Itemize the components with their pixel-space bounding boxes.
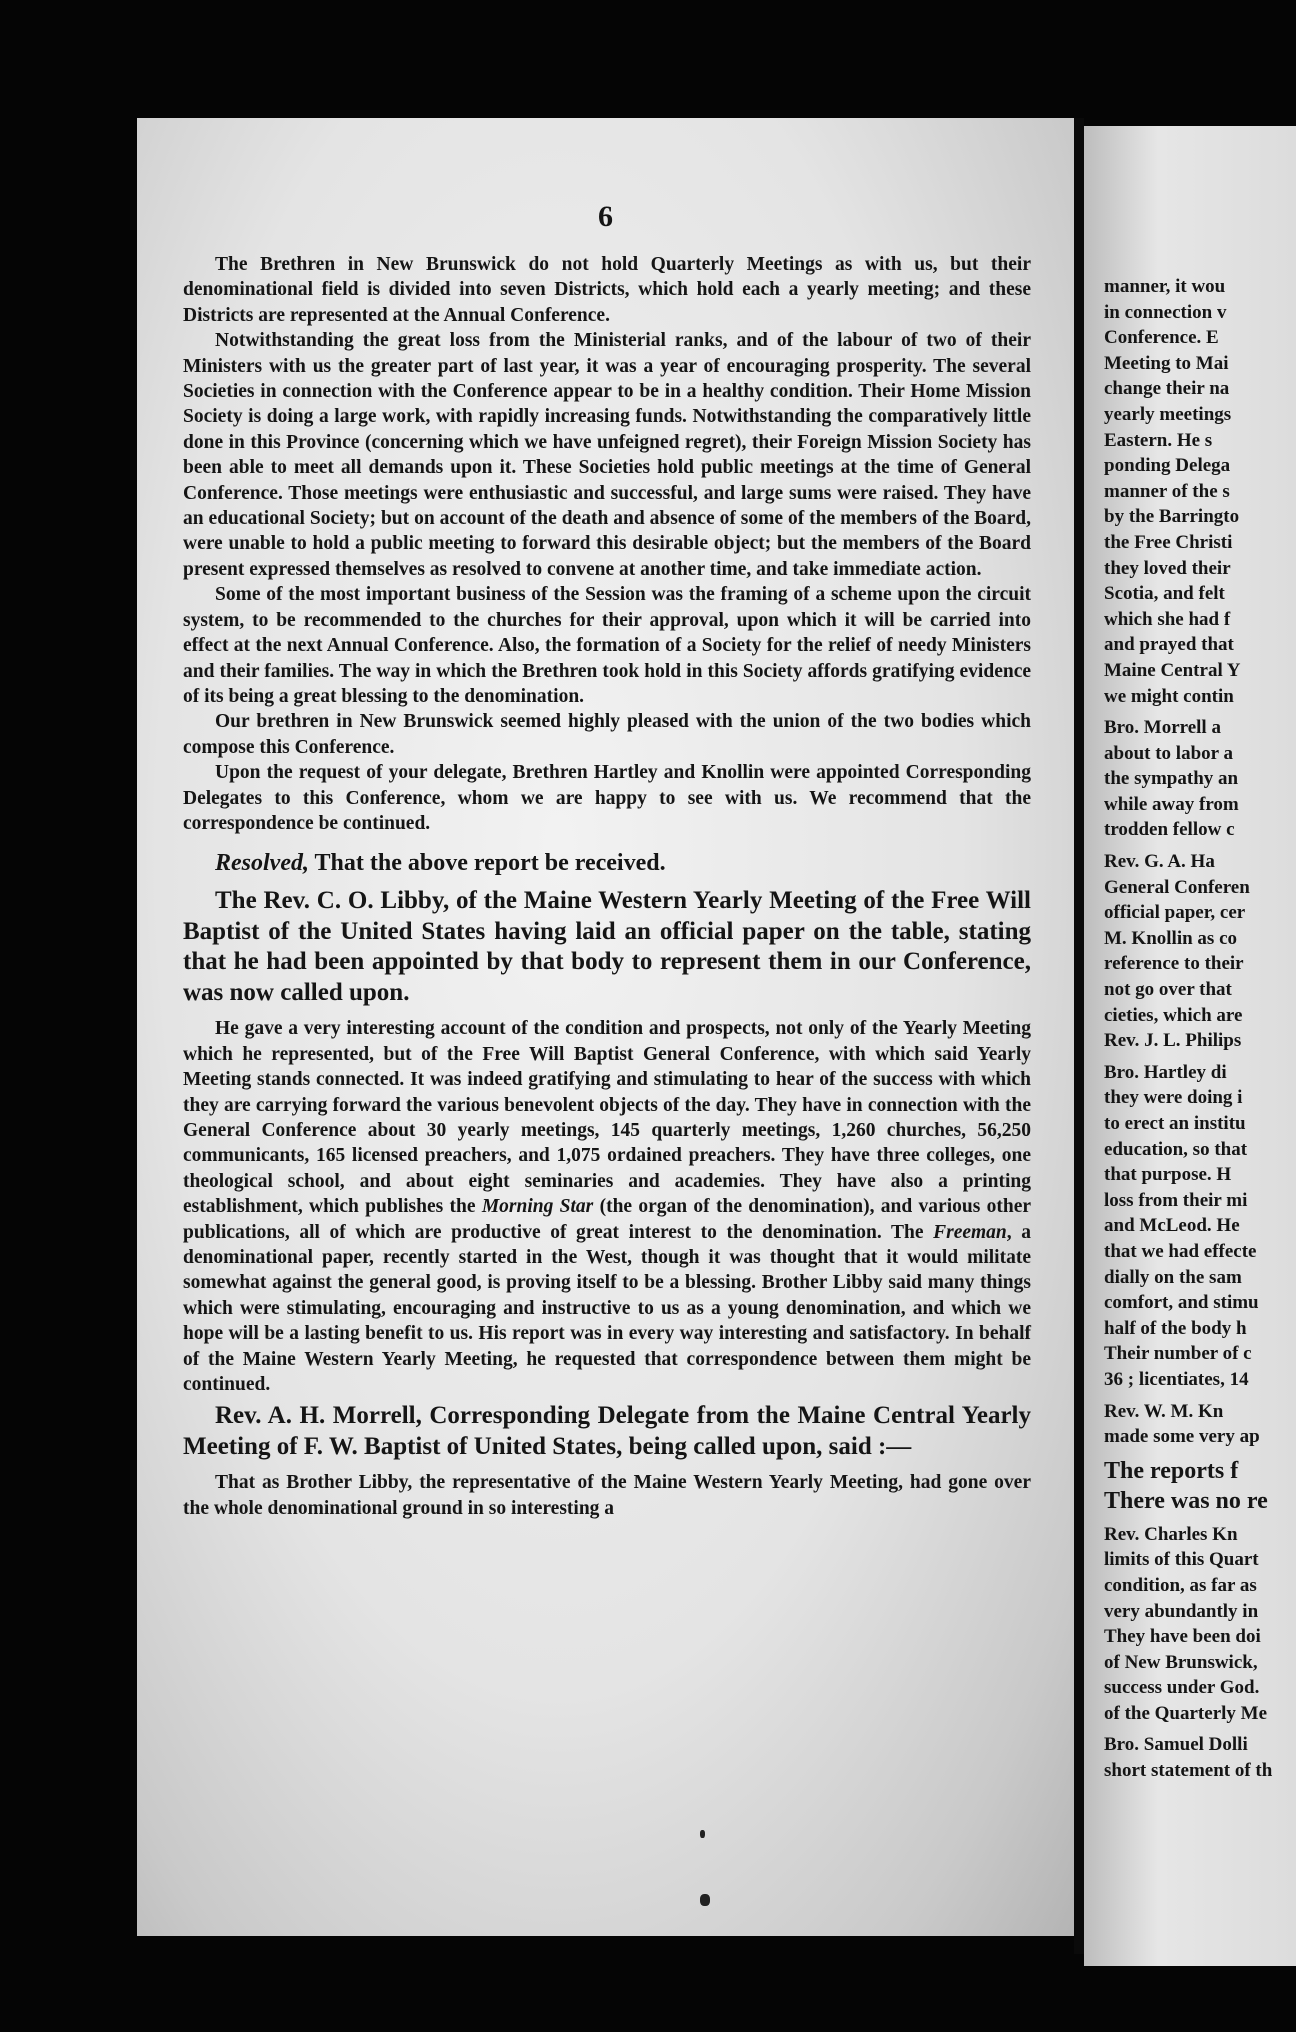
ink-blot bbox=[700, 1830, 705, 1838]
right-page-line: Rev. G. A. Ha bbox=[1104, 851, 1215, 873]
right-page-line: Rev. W. M. Kn bbox=[1104, 1400, 1224, 1422]
right-page-line: change their na bbox=[1104, 378, 1230, 400]
paragraph-morrell-speech: That as Brother Libby, the representative of the Maine Western Yearly Meeting, had gone over the whole denominational ground in so interesting a bbox=[183, 1472, 1031, 1519]
right-page-line: loss from their mi bbox=[1104, 1189, 1248, 1211]
right-page-line: not go over that bbox=[1104, 979, 1232, 1001]
right-page-line: very abundantly in bbox=[1104, 1600, 1259, 1622]
resolved-label: Resolved, bbox=[215, 850, 309, 877]
right-page-line: about to labor a bbox=[1104, 742, 1233, 764]
right-page-line: half of the body h bbox=[1104, 1317, 1247, 1339]
right-page-line: limits of this Quart bbox=[1104, 1549, 1259, 1571]
libby-account-part1: He gave a very interesting account of the condition and prospects, not only of the Yearly Meeting which he represented, but of the Free Will Baptist General Conference, with which said Yearly Meeting stands connected. It was indeed gratifying and stimulating to hear of the success with which they are carrying forward the various benevolent objects of the day. They have in connection with the General Conference about 30 yearly meetings, 145 quarterly meetings, 1,260 churches, 56,250 communicants, 165 licensed preachers, and 1,075 ordained preachers. They have three colleges, one theological school, and about eight seminaries and academies. They have also a printing establishment, which publishes the bbox=[183, 1018, 1031, 1218]
right-page-line: General Conferen bbox=[1104, 876, 1250, 898]
right-page-line: Maine Central Y bbox=[1104, 659, 1241, 681]
right-page-line: Bro. Hartley di bbox=[1104, 1061, 1227, 1083]
right-page-line: manner, it wou bbox=[1104, 276, 1226, 297]
right-page-line: the Free Christi bbox=[1104, 531, 1233, 553]
right-page-line: M. Knollin as co bbox=[1104, 927, 1238, 949]
right-page-line: The reports f bbox=[1104, 1457, 1239, 1484]
right-page-line: Bro. Samuel Dolli bbox=[1104, 1734, 1248, 1756]
paragraph-prosperity: Notwithstanding the great loss from the Ministerial ranks, and of the labour of two of their Ministers with us the greater part of last year, it was a year of encouraging prosperity. The several Societies in connection with the Conference appear to be in a healthy condition. Their Home Mission Society is doing a large work, with rapidly increasing funds. Notwithstanding the comparatively little done in this Province (concerning which we have unfeigned regret), their Foreign Mission Society has been able to meet all demands upon it. These Societies hold public meetings at the time of General Conference. Those meetings were enthusiastic and successful, and large sums were raised. They have an educational Society; but on account of the death and absence of some of the members of the Board, were unable to hold a public meeting to forward this desirable object; but the members of the Board present expressed themselves as resolved to convene at another time, and take immediate action. bbox=[183, 330, 1031, 580]
right-page-line: Meeting to Mai bbox=[1104, 352, 1229, 374]
right-page-line: Rev. J. L. Philips bbox=[1104, 1030, 1242, 1052]
paragraph-union: Our brethren in New Brunswick seemed highly pleased with the union of the two bodies which compose this Conference. bbox=[183, 711, 1031, 758]
right-page-line: manner of the s bbox=[1104, 480, 1230, 502]
right-page-line: comfort, and stimu bbox=[1104, 1292, 1259, 1314]
right-page-line: yearly meetings bbox=[1104, 403, 1232, 425]
libby-account-part2: (the organ of the denomination), and various other publications, all of which are productive of great interest to the denomination. The bbox=[183, 1196, 1032, 1243]
freeman-title: Freeman bbox=[933, 1221, 1007, 1243]
right-page-line: ponding Delega bbox=[1104, 455, 1231, 477]
right-page bbox=[1084, 126, 1296, 1966]
heading-morrell: Rev. A. H. Morrell, Corresponding Delegate from the Maine Central Yearly Meeting of F. W. Baptist of United States, being called upon, said :— bbox=[183, 1402, 1031, 1460]
right-page-line: Rev. Charles Kn bbox=[1104, 1523, 1238, 1545]
morning-star-title: Morning Star bbox=[481, 1196, 594, 1218]
resolved-text: That the above report be received. bbox=[308, 850, 666, 877]
page-number: 6 bbox=[598, 200, 613, 233]
right-page-line: short statement of th bbox=[1104, 1760, 1273, 1782]
right-page-line: of the Quarterly Me bbox=[1104, 1702, 1268, 1724]
right-page-line: by the Barringto bbox=[1104, 506, 1240, 528]
paragraph-quarterly-meetings: The Brethren in New Brunswick do not hold Quarterly Meetings as with us, but their denominational field is divided into seven Districts, which hold each a yearly meeting; and these Districts are represented at the Annual Conference. bbox=[183, 254, 1031, 326]
left-page bbox=[137, 118, 1074, 1936]
paragraph-libby-account bbox=[183, 1016, 1031, 1397]
right-page-line: dially on the sam bbox=[1104, 1266, 1242, 1288]
right-page-line: while away from bbox=[1104, 793, 1239, 815]
right-page-line: in connection v bbox=[1104, 301, 1227, 323]
right-page-line: condition, as far as bbox=[1104, 1574, 1257, 1596]
right-page-line: that we had effecte bbox=[1104, 1240, 1257, 1262]
right-page-line: official paper, cer bbox=[1104, 902, 1246, 924]
right-page-line: of New Brunswick, bbox=[1104, 1651, 1258, 1673]
resolution bbox=[183, 848, 1031, 878]
right-page-line: the sympathy an bbox=[1104, 768, 1239, 790]
right-page-line: Conference. E bbox=[1104, 327, 1219, 349]
right-page-line: that purpose. H bbox=[1104, 1164, 1232, 1186]
right-page-line: 36 ; licentiates, 14 bbox=[1104, 1368, 1249, 1390]
right-page-line: education, so that bbox=[1104, 1138, 1248, 1160]
right-page-text-column bbox=[1104, 274, 1296, 1784]
right-page-line: Bro. Morrell a bbox=[1104, 717, 1221, 739]
right-page-line: reference to their bbox=[1104, 953, 1244, 975]
heading-libby: The Rev. C. O. Libby, of the Maine Western Yearly Meeting of the Free Will Baptist of the United States having laid an official paper on the table, stating that he had been appointed by that body to represent them in our Conference, was now called upon. bbox=[183, 887, 1031, 1006]
right-page-line: They have been doi bbox=[1104, 1626, 1261, 1648]
ink-blot bbox=[700, 1894, 710, 1906]
right-page-line: which she had f bbox=[1104, 608, 1231, 630]
main-text-column bbox=[183, 252, 1031, 1521]
right-page-line: and McLeod. He bbox=[1104, 1215, 1240, 1237]
right-page-line: to erect an institu bbox=[1104, 1113, 1246, 1134]
right-page-line: There was no re bbox=[1104, 1487, 1268, 1514]
right-page-line: Their number of c bbox=[1104, 1343, 1252, 1365]
right-page-line: and prayed that bbox=[1104, 634, 1234, 656]
right-page-line: success under God. bbox=[1104, 1677, 1260, 1699]
right-page-line: we might contin bbox=[1104, 685, 1234, 707]
right-page-line: they loved their bbox=[1104, 557, 1231, 579]
right-page-line: Eastern. He s bbox=[1104, 429, 1213, 451]
page-gutter bbox=[1074, 118, 1084, 1954]
paragraph-session-business: Some of the most important business of the Session was the framing of a scheme upon the circuit system, to be recommended to the churches for their approval, upon which it will be carried into effect at the next Annual Conference. Also, the formation of a Society for the relief of needy Ministers and their families. The way in which the Brethren took hold in this Society affords gratifying evidence of its being a great blessing to the denomination. bbox=[183, 584, 1031, 707]
right-page-line: Scotia, and felt bbox=[1104, 583, 1225, 605]
right-page-line: made some very ap bbox=[1104, 1426, 1260, 1448]
right-page-line: they were doing i bbox=[1104, 1087, 1243, 1109]
paragraph-delegates: Upon the request of your delegate, Brethren Hartley and Knollin were appointed Corresponding Delegates to this Conference, whom we are happy to see with us. We recommend that the correspondence be continued. bbox=[183, 762, 1031, 834]
right-page-line: trodden fellow c bbox=[1104, 819, 1235, 841]
right-page-line: cieties, which are bbox=[1104, 1004, 1243, 1026]
libby-account-part3: , a denominational paper, recently started in the West, though it was thought that it would militate somewhat against the general good, is proving itself to be a blessing. Brother Libby said many things which were stimulating, encouraging and instructive to us as a young denomination, and which we hope will be a lasting benefit to us. His report was in every way interesting and satisfactory. In behalf of the Maine Western Yearly Meeting, he requested that correspondence between them might be continued. bbox=[183, 1221, 1031, 1396]
